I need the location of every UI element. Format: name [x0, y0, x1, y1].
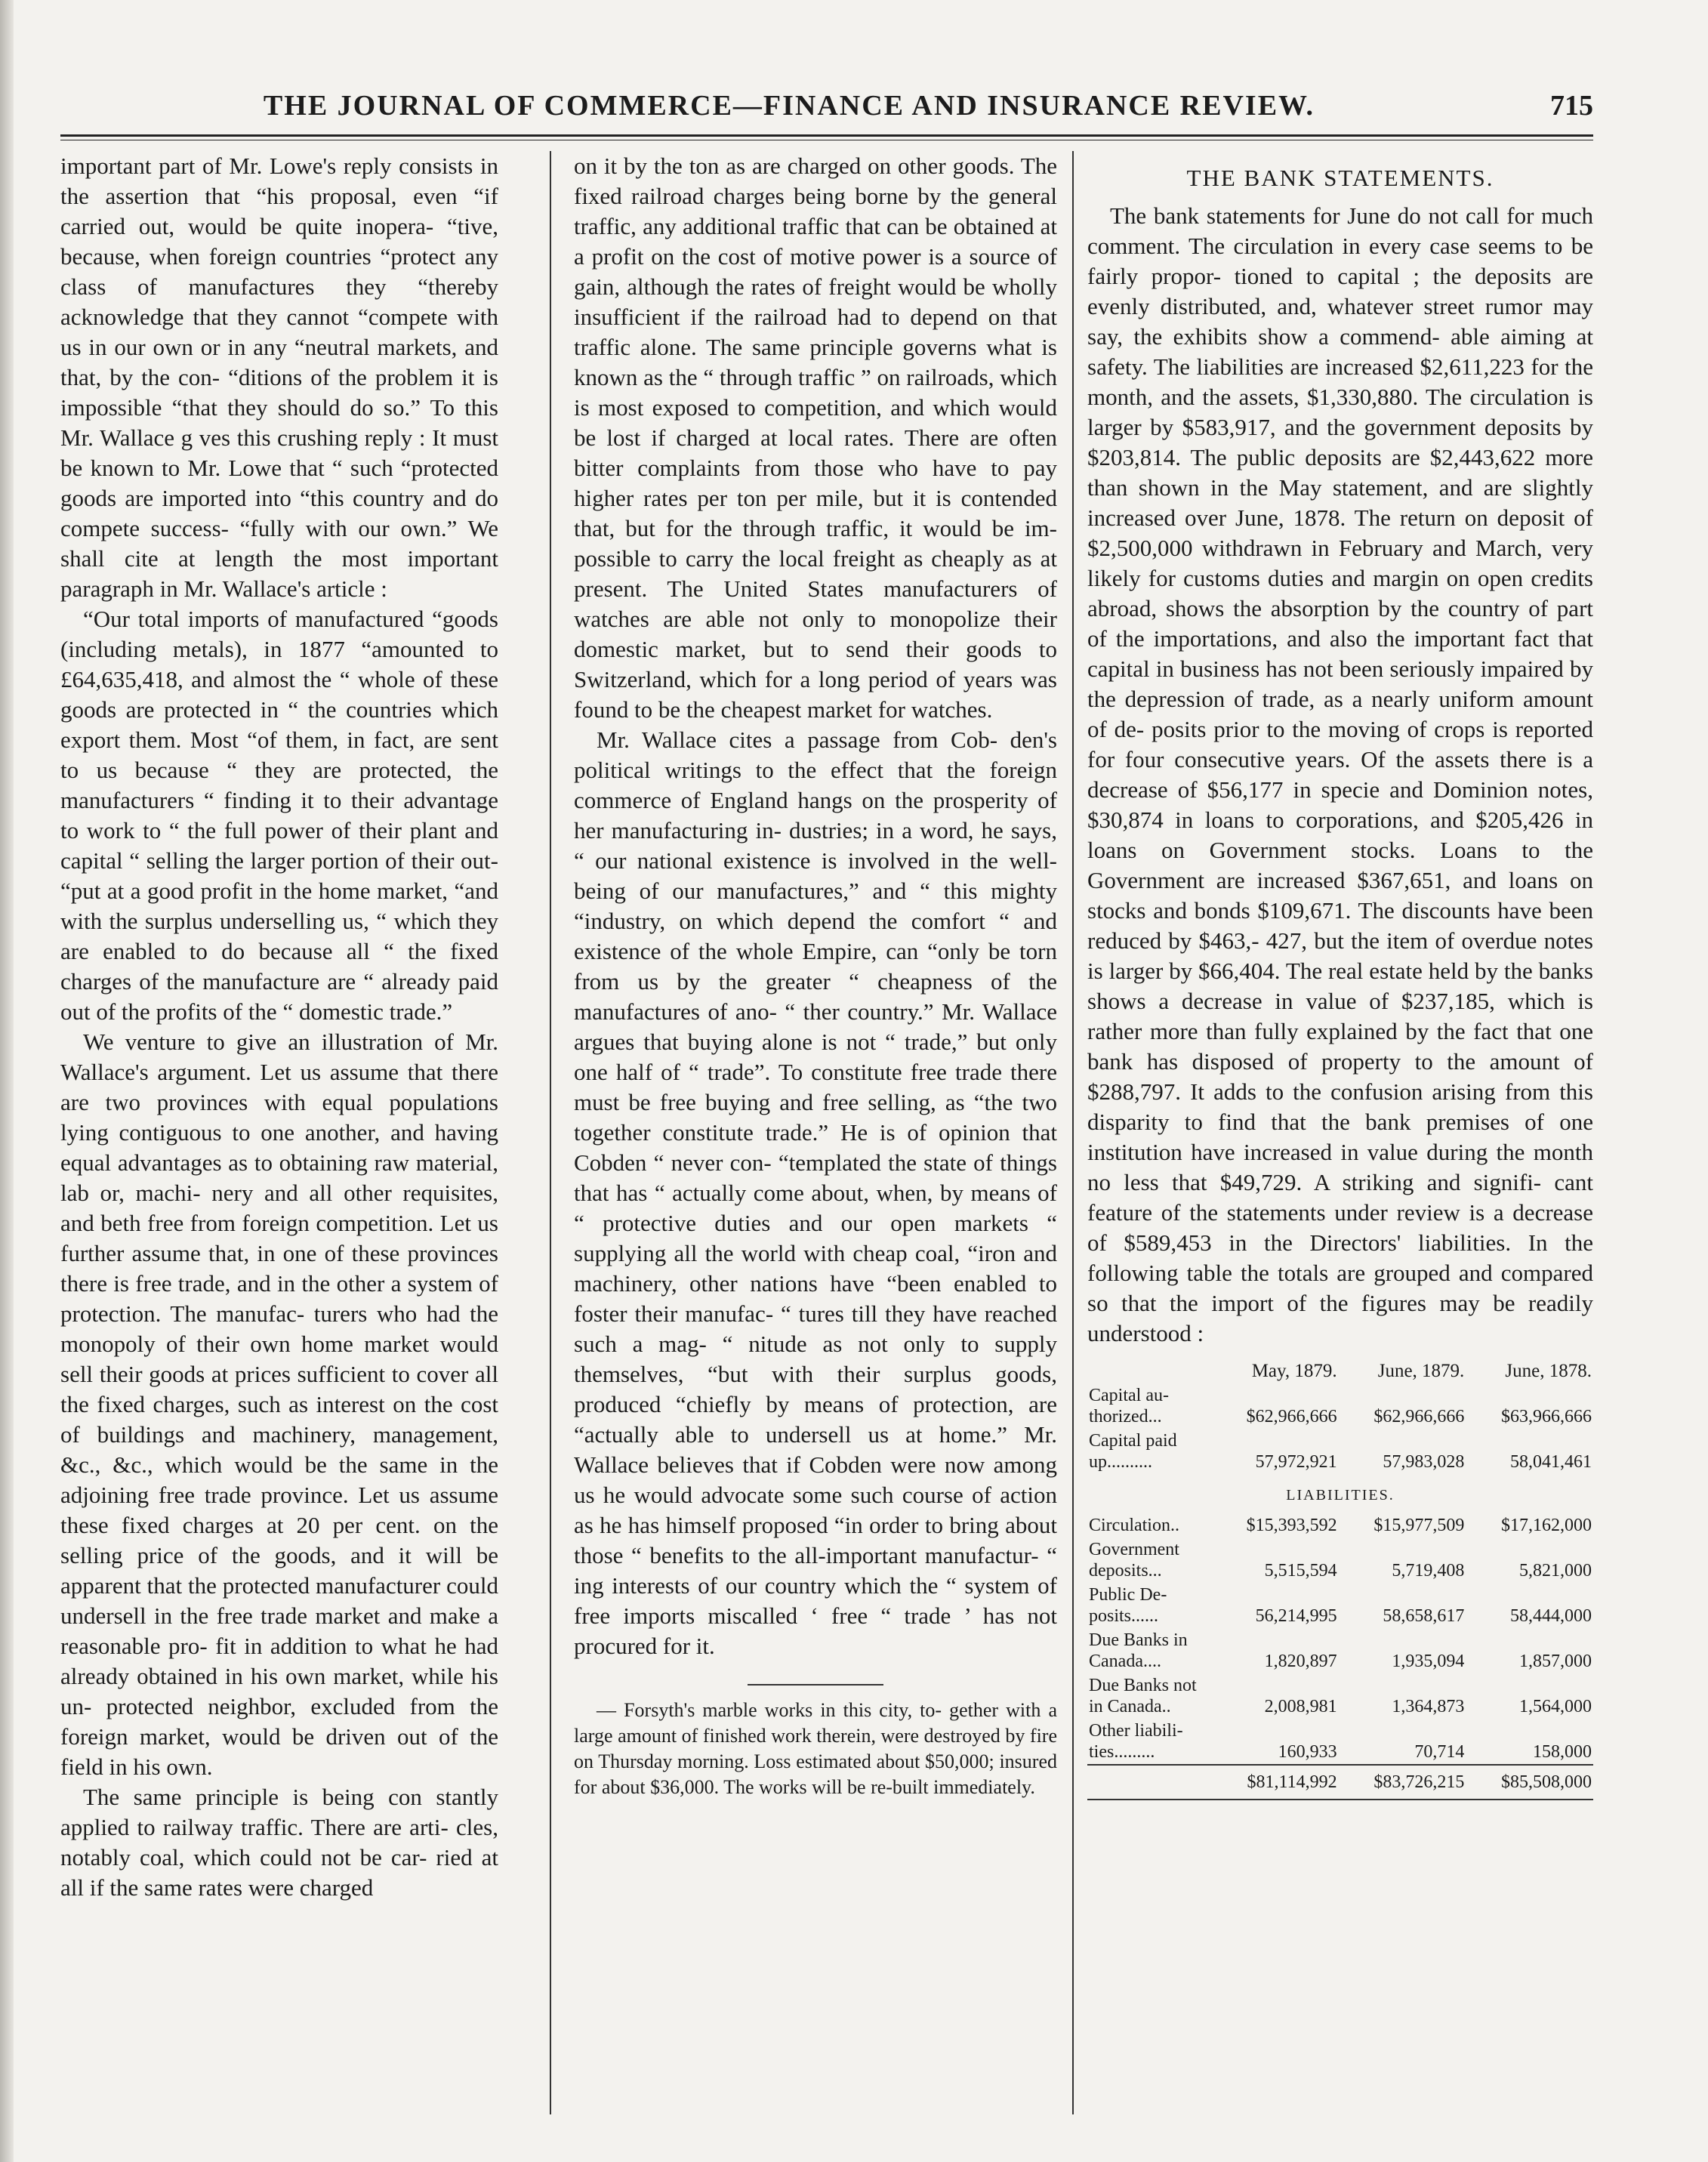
news-notice: — Forsyth's marble works in this city, to- gether with a large amount of finished work therein, were destroyed by fire on Thursday morning. Loss estimated about $50,000; insured for about $36,000. The works will be re-built immediately.	[574, 1699, 1057, 1798]
page-edge-shadow	[0, 0, 14, 2162]
page-number: 715	[1550, 90, 1593, 122]
column-divider-1	[550, 151, 551, 2114]
cell-value: $15,393,592	[1246, 1516, 1337, 1535]
table-header-row	[1087, 1359, 1593, 1383]
journal-title: THE JOURNAL OF COMMERCE—FINANCE AND INSURANCE REVIEW.	[263, 90, 1315, 122]
liabilities-heading: LIABILITIES.	[1286, 1487, 1395, 1504]
total-value: $83,726,215	[1339, 1765, 1466, 1794]
cell-value: 57,983,028	[1383, 1452, 1465, 1472]
bank-statement-table	[1087, 1359, 1593, 1794]
cell-value: $15,977,509	[1373, 1516, 1465, 1535]
cell-value: $17,162,000	[1501, 1516, 1592, 1535]
cell-value: 1,364,873	[1392, 1697, 1465, 1716]
notice-divider	[748, 1684, 883, 1685]
table-header-june-1879: June, 1879.	[1377, 1361, 1465, 1381]
cell-value: $63,966,666	[1501, 1407, 1592, 1426]
table-row	[1087, 1537, 1593, 1583]
cell-value: $62,966,666	[1373, 1407, 1465, 1426]
quoted-passage: “Our total imports of manufactured “goods (including metals), in 1877 “amounted to £64,635,418, and almost the “ whole of these goods are protected in “ the countries which export them. Most “of them, in fact, are sent to us because “ they are protected, the manufacturers “ finding it to their advantage to work to “ the full power of their plant and capital “ selling the larger portion of their out- “put at a good profit in the home market, “and with the surplus underselling us, “ which they are enabled to do because all “ the fixed charges of the manufacture are “ already paid out of the profits of the “ domestic trade.”	[60, 606, 498, 1025]
paragraph: important part of Mr. Lowe's reply consists in the assertion that “his proposal, even “if carried out, would be quite inopera- “tive, because, when foreign countries “protect any class of manufactures they “thereby acknowledge that they cannot “compete with us in our own or in any “neutral markets, and that, by the con- “ditions of the problem it is impossible “that they should do so.” To this Mr. Wallace g ves this crushing reply : It must be known to Mr. Lowe that “ such “protected goods are imported into “this country and do compete success- “fully with our own.” We shall cite at length the most important paragraph in Mr. Wallace's article :	[60, 153, 498, 602]
row-label: Government deposits...	[1089, 1540, 1179, 1581]
cell-value: 58,658,617	[1383, 1606, 1465, 1626]
column-1	[60, 151, 498, 1903]
cell-value: 57,972,921	[1255, 1452, 1337, 1472]
cell-value: $62,966,666	[1246, 1407, 1337, 1426]
table-row	[1087, 1628, 1593, 1673]
table-row	[1087, 1673, 1593, 1719]
table-header-blank	[1087, 1359, 1211, 1383]
cell-value: 5,719,408	[1392, 1561, 1465, 1581]
cell-value: 160,933	[1278, 1742, 1337, 1762]
table-row	[1087, 1583, 1593, 1628]
row-label: Due Banks not in Canada..	[1089, 1676, 1197, 1716]
table-subheading-row	[1087, 1474, 1593, 1513]
row-label: Public De- posits......	[1089, 1585, 1167, 1626]
cell-value: 1,820,897	[1264, 1652, 1337, 1671]
cell-value: 1,564,000	[1519, 1697, 1592, 1716]
row-label: Circulation..	[1089, 1516, 1179, 1535]
row-label: Other liabili- ties.........	[1089, 1721, 1183, 1762]
column-3	[1087, 151, 1593, 1800]
cell-value: 1,935,094	[1392, 1652, 1465, 1671]
table-header-june-1878: June, 1878.	[1505, 1361, 1592, 1381]
table-row	[1087, 1513, 1593, 1537]
masthead	[60, 89, 1593, 134]
cell-value: 70,714	[1414, 1742, 1465, 1762]
cell-value: 5,515,594	[1264, 1561, 1337, 1581]
cell-value: 1,857,000	[1519, 1652, 1592, 1671]
total-label-blank	[1087, 1765, 1211, 1794]
table-row	[1087, 1383, 1593, 1429]
column-divider-2	[1072, 151, 1074, 2114]
total-value: $85,508,000	[1466, 1765, 1593, 1794]
paragraph: on it by the ton as are charged on other goods. The fixed railroad charges being borne by the general traffic, any additional traffic that can be obtained at a profit on the cost of motive power is a source of gain, although the rates of freight would be wholly insufficient if the railroad had to depend on that traffic alone. The same principle governs what is known as the “ through traffic ” on railroads, which is most exposed to competition, and which would be lost if charged at local rates. There are often bitter complaints from those who have to pay higher rates per ton per mile, but it is contended that, but for the through traffic, it would be im- possible to carry the local freight as cheaply as at present. The United States manufacturers of watches are able not only to monopolize their domestic market, but to send their goods to Switzerland, which for a long period of years was found to be the cheapest market for watches.	[574, 153, 1057, 723]
row-label: Capital au- thorized...	[1089, 1386, 1169, 1426]
cell-value: 58,041,461	[1510, 1452, 1592, 1472]
row-label: Capital paid up..........	[1089, 1431, 1177, 1472]
total-value: $81,114,992	[1211, 1765, 1339, 1794]
paragraph: The bank statements for June do not call for much comment. The circulation in every case seems to be fairly propor- tioned to capital ; the deposits are evenly distributed, and, whatever street rumor may say, the exhibits show a commend- able aiming at safety. The liabilities are increased $2,611,223 for the month, and the assets, $1,330,880. The circulation is larger by $583,917, and the government deposits by $203,814. The public deposits are $2,443,622 more than shown in the May statement, and are slightly increased over June, 1878. The return on deposit of $2,500,000 withdrawn in February and March, very likely for customs duties and margin on open credits abroad, shows the absorption by the country of part of the importations, and also the important fact that capital in business has not been seriously impaired by the depression of trade, as a nearly uniform amount of de- posits prior to the moving of crops is reported for four consecutive years. Of the assets there is a decrease of $56,177 in specie and Dominion notes, $30,874 in loans to corporations, and $205,426 in loans on Government stocks. Loans to the Government are increased $367,651, and loans on stocks and bonds $109,671. The discounts have been reduced by $463,- 427, but the item of overdue notes is larger by $66,404. The real estate held by the banks shows a decrease in value of $237,185, which is rather more than fully explained by the fact that one bank has disposed of property to the amount of $288,797. It adds to the confusion arising from this disparity to find that the bank premises of one institution have increased in value during the month no less that $49,729. A striking and signifi- cant feature of the statements under review is a decrease of $589,453 in the Directors' liabilities. In the following table the totals are grouped and compared so that the import of the figures may be readily understood :	[1087, 202, 1593, 1346]
paragraph: We venture to give an illustration of Mr. Wallace's argument. Let us assume that there are two provinces with equal populations lying contiguous to one another, and having equal advantages as to obtaining raw material, lab or, machi- nery and all other requisites, and beth free from foreign competition. Let us further assume that, in one of these provinces there is free trade, and in the other a system of protection. The manufac- turers who had the monopoly of their own home market would sell their goods at prices sufficient to cover all the fixed charges, such as interest on the cost of buildings and machinery, management, &c., &c., which would be the same in the adjoining free trade province. Let us assume these fixed charges at 20 per cent. on the selling price of the goods, and it will be apparent that the protected manufacturer could undersell in the free trade market and make a reasonable pro- fit in addition to what he had already obtained in his own market, while his un- protected neighbor, excluded from the foreign market, would be driven out of the field in his own.	[60, 1029, 498, 1780]
table-bottom-rule	[1087, 1799, 1593, 1800]
section-heading: THE BANK STATEMENTS.	[1186, 165, 1494, 191]
cell-value: 2,008,981	[1264, 1697, 1337, 1716]
cell-value: 58,444,000	[1510, 1606, 1592, 1626]
header-rule	[60, 134, 1593, 140]
table-header-may-1879: May, 1879.	[1251, 1361, 1337, 1381]
cell-value: 5,821,000	[1519, 1561, 1592, 1581]
cell-value: 56,214,995	[1255, 1606, 1337, 1626]
row-label: Due Banks in Canada....	[1089, 1630, 1188, 1671]
paragraph: The same principle is being con stantly applied to railway traffic. There are arti- cles, notably coal, which could not be car- ried at all if the same rates were charged	[60, 1784, 498, 1901]
table-total-row	[1087, 1765, 1593, 1794]
table-row	[1087, 1429, 1593, 1474]
paragraph: Mr. Wallace cites a passage from Cob- den's political writings to the effect that the foreign commerce of England hangs on the prosperity of her manufacturing in- dustries; in a word, he says, “ our national existence is involved in the well-being of our manufactures,” and “ this mighty “industry, on which depend the comfort “ and existence of the whole Empire, can “only be torn from us by the greater “ cheapness of the manufactures of ano- “ ther country.” Mr. Wallace argues that buying alone is not “ trade,” but only one half of “ trade”. To constitute free trade there must be free buying and free selling, as “the two together constitute trade.” He is of opinion that Cobden “ never con- “templated the state of things that has “ actually come about, when, by means of “ protective duties and our open markets “ supplying all the world with cheap coal, “iron and machinery, other nations have “been enabled to foster their manufac- “ tures till they have reached such a mag- “ nitude as not only to supply themselves, “but with their surplus goods, produced “chiefly by means of protection, are “actually able to undersell us at home.” Mr. Wallace believes that if Cobden were now among us he would advocate some such course of action as he has himself proposed “in order to bring about those “ benefits to the all-important manufactur- “ ing interests of our country which the “ system of free imports miscalled ‘ free “ trade ’ has not procured for it.	[574, 726, 1057, 1659]
cell-value: 158,000	[1533, 1742, 1592, 1762]
column-2	[574, 151, 1057, 1800]
table-row	[1087, 1719, 1593, 1765]
